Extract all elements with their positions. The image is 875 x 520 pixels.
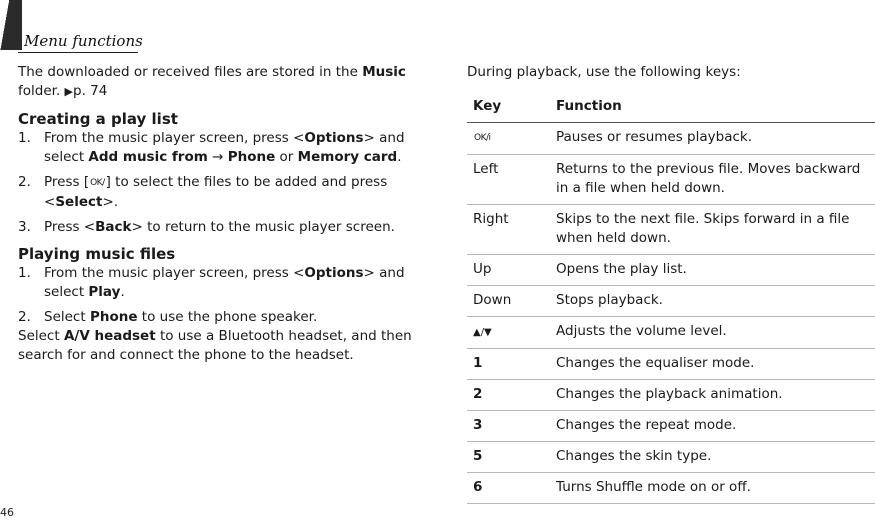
key-cell: 2	[467, 380, 556, 411]
table-row	[467, 411, 875, 442]
key-cell: 3	[467, 411, 556, 442]
function-cell: Stops playback.	[556, 286, 875, 317]
table-row	[467, 255, 875, 286]
function-cell: Opens the play list.	[556, 255, 875, 286]
step-number: 3.	[18, 219, 31, 235]
key-cell: Left	[467, 155, 556, 205]
function-cell: Returns to the previous file. Moves backward in a file when held down.	[556, 155, 875, 205]
header-title: Menu functions	[24, 32, 143, 50]
music-folder-name: Music	[362, 64, 406, 80]
table-row	[467, 155, 875, 205]
table-row	[467, 123, 875, 155]
intro-paragraph	[18, 63, 428, 101]
key-cell: 5	[467, 442, 556, 473]
header-rule	[18, 52, 138, 53]
list-item	[18, 218, 428, 237]
step-number: 1.	[18, 265, 31, 281]
function-cell: Adjusts the volume level.	[556, 317, 875, 349]
function-cell: Changes the skin type.	[556, 442, 875, 473]
step-text: Select Phone to use the phone speaker.	[44, 309, 318, 325]
step-number: 2.	[18, 174, 31, 190]
step-number: 2.	[18, 309, 31, 325]
key-cell: 6	[467, 473, 556, 504]
step-text: Press <Back> to return to the music player screen.	[44, 219, 395, 235]
section-title-playing: Playing music files	[18, 245, 176, 263]
list-item	[18, 129, 428, 167]
function-cell: Pauses or resumes playback.	[556, 123, 875, 155]
function-cell: Changes the equaliser mode.	[556, 349, 875, 380]
list-item	[18, 173, 428, 212]
header-accent-bar	[0, 0, 22, 50]
page-number: 46	[0, 506, 14, 519]
table-row	[467, 380, 875, 411]
key-cell: Right	[467, 205, 556, 255]
column-header-function: Function	[556, 96, 875, 123]
intro-text: The downloaded or received files are stored in the	[18, 64, 363, 80]
table-row	[467, 205, 875, 255]
key-cell	[467, 317, 556, 349]
key-cell: 1	[467, 349, 556, 380]
step-sub-paragraph: Select A/V headset to use a Bluetooth headset, and then search for and connect the phone to the headset.	[18, 328, 412, 363]
keys-intro: During playback, use the following keys:	[467, 64, 741, 80]
table-row	[467, 349, 875, 380]
list-item	[18, 308, 428, 327]
column-header-key: Key	[467, 96, 556, 123]
page-ref-arrow-icon: ▶	[64, 85, 74, 98]
key-cell: Up	[467, 255, 556, 286]
table-row	[467, 286, 875, 317]
playing-steps	[18, 264, 428, 327]
creating-steps	[18, 129, 428, 237]
page-reference: p. 74	[73, 83, 108, 99]
table-header-row	[467, 96, 875, 123]
function-cell: Changes the repeat mode.	[556, 411, 875, 442]
key-cell	[467, 123, 556, 155]
step-text: Press [OK/] to select the files to be added and press <Select>.	[44, 174, 388, 210]
table-row	[467, 317, 875, 349]
keys-table	[467, 96, 875, 504]
step-number: 1.	[18, 130, 31, 146]
step-text: From the music player screen, press <Options> and select Add music from → Phone or Memory card.	[44, 130, 405, 165]
key-cell: Down	[467, 286, 556, 317]
volume-up-down-icon: ▲/▼	[473, 327, 492, 338]
right-column	[467, 63, 875, 504]
intro-text-after: folder.	[18, 83, 65, 99]
ok-key-icon: OK/i	[474, 133, 491, 143]
function-cell: Turns Shuffle mode on or off.	[556, 473, 875, 504]
table-row	[467, 473, 875, 504]
function-cell: Skips to the next file. Skips forward in a file when held down.	[556, 205, 875, 255]
function-cell: Changes the playback animation.	[556, 380, 875, 411]
ok-key-icon: OK/	[90, 178, 105, 188]
section-title-creating: Creating a play list	[18, 110, 178, 128]
step-text: From the music player screen, press <Options> and select Play.	[44, 265, 405, 300]
left-column	[18, 63, 428, 365]
list-item	[18, 264, 428, 302]
table-row	[467, 442, 875, 473]
